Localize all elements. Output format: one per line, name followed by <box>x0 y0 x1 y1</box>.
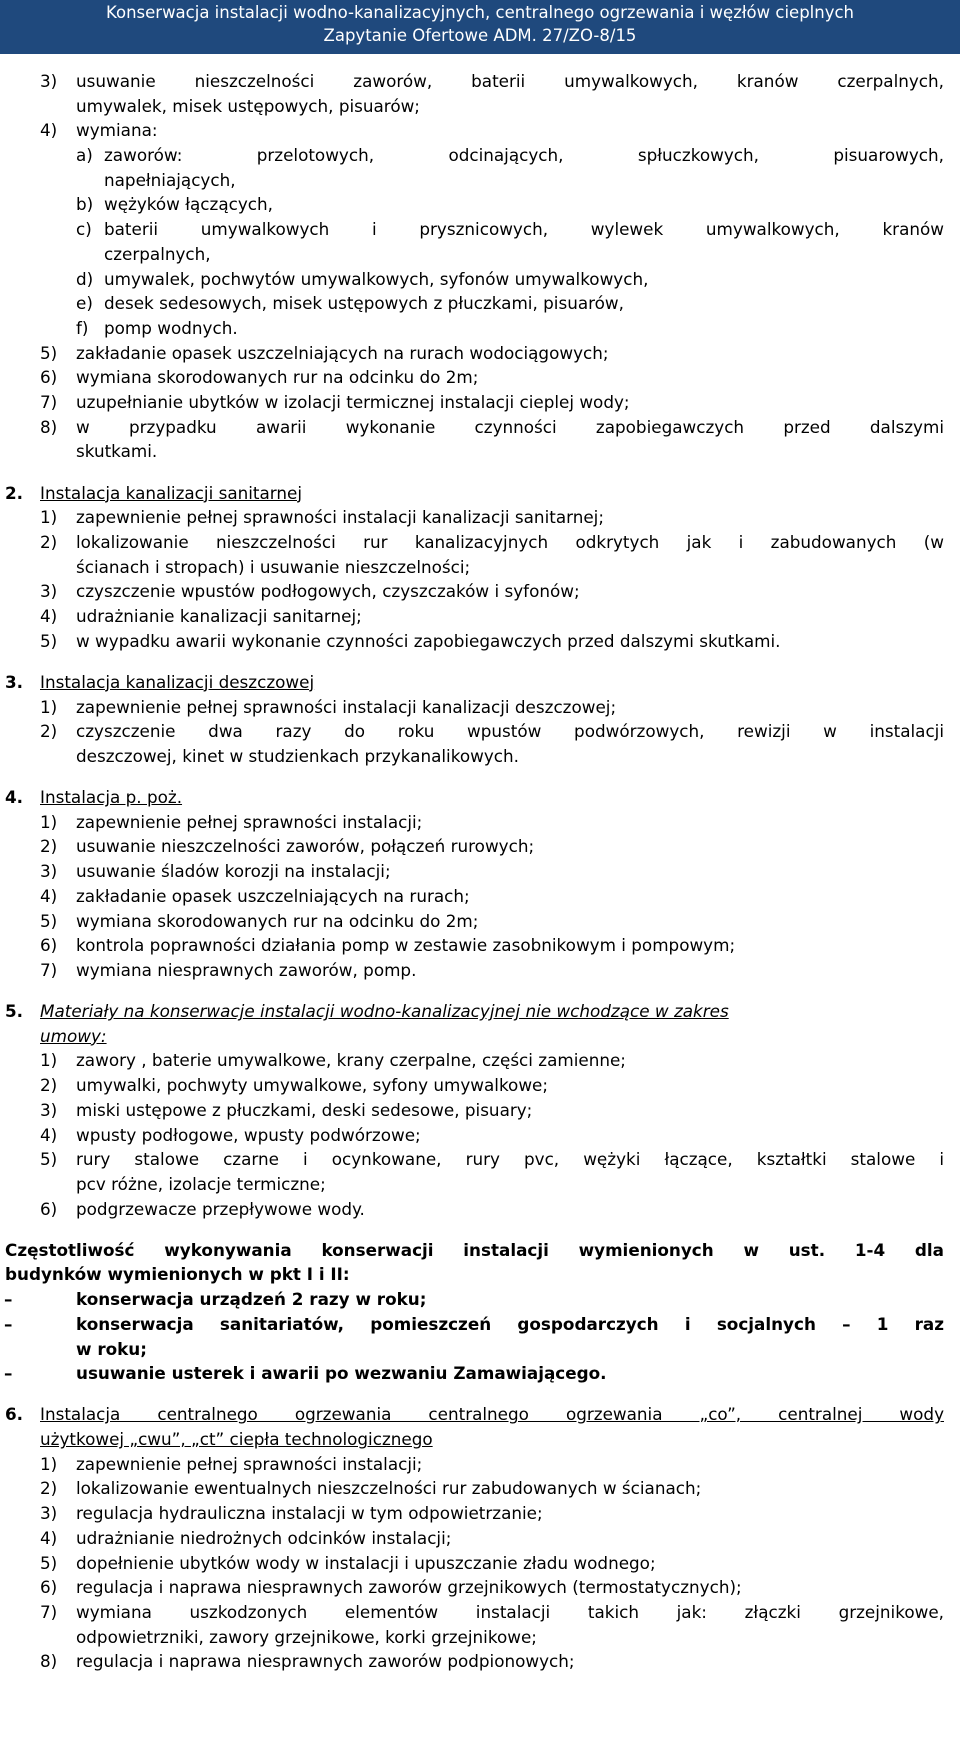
list-item: 7) uzupełnianie ubytków w izolacji termicznej instalacji cieplej wody; <box>40 391 630 412</box>
item-number: 3) <box>40 71 58 91</box>
list-item: 4) udrażnianie kanalizacji sanitarnej; <box>40 605 362 626</box>
list-item: 4) udrażnianie niedrożnych odcinków instalacji; <box>40 1527 452 1548</box>
list-item: 1) zapewnienie pełnej sprawności instalacji kanalizacji deszczowej; <box>40 696 617 717</box>
section-heading: 4. Instalacja p. poż. <box>0 785 960 810</box>
list-item: 2) umywalki, pochwyty umywalkowe, syfony umywalkowe; <box>40 1075 549 1096</box>
list-item: 8) w przypadku awarii wykonanie czynności zapobiegawczych przed dalszymi <box>40 416 944 437</box>
list-item: 6) kontrola poprawności działania pomp w zestawie zasobnikowym i pompowym; <box>40 935 736 956</box>
list-item: 5) zakładanie opasek uszczelniających na rurach wodociągowych; <box>40 342 609 363</box>
header-reference: Zapytanie Ofertowe ADM. 27/ZO-8/15 <box>323 26 637 45</box>
section-heading: 5. Materiały na konserwacje instalacji wodno-kanalizacyjnej nie wchodzące w zakres <box>0 999 960 1024</box>
list-item: 1) zapewnienie pełnej sprawności instalacji kanalizacji sanitarnej; <box>40 507 604 528</box>
list-item: 8) regulacja i naprawa niesprawnych zaworów podpionowych; <box>40 1651 575 1672</box>
sub-list-item: b) wężyków łączących, <box>76 194 273 215</box>
sub-list-item: d) umywalek, pochwytów umywalkowych, syfonów umywalkowych, <box>76 268 649 289</box>
section-title: Instalacja kanalizacji deszczowej <box>40 671 315 692</box>
sub-list-item: c) baterii umywalkowych i prysznicowych, wylewek umywalkowych, kranów <box>76 219 944 240</box>
section-heading: 2. Instalacja kanalizacji sanitarnej <box>0 481 960 506</box>
document-body: 3) usuwanie nieszczelności zaworów, baterii umywalkowych, kranów czerpalnych, umywalek, misek ustępowych, pisuarów; 4) wymiana: a) zaworów: przelotowych, odcinających, spłuczkowych, pisuarowych, napełniających, b) wężyków łączących, c) baterii umywalkowych i prysznicowych, wylewek umywalkowych, kranów czerpalnych, d) umywalek, pochwytów umywalkowych, syfonów umywalkowych, e) desek sedesowych, misek ustępowych z płuczkami, pisuarów, f) pomp wodnych. 5) zakładanie opasek uszczelniających na rurach wodociągowych; 6) wymiana skorodowanych rur na odcinku do 2m; 7) uzupełnianie ubytków w izolacji termicznej instalacji cieplej wody; 8) w przypadku awarii wykonanie czynności zapobiegawczych przed dalszymi skutkami. 2. Instalacja kanalizacji sanitarnej 1) zapewnienie pełnej sprawności instalacji kanalizacji sanitarnej; 2) lokalizowanie nieszczelności rur kanalizacyjnych odkrytych jak i zabudowanych (w ścianach i stropach) i usuwanie nieszczelności; 3) czyszczenie wpustów podłogowych, czyszczaków i syfonów; 4) udrażnianie kanalizacji sanitarnej; 5) w wypadku awarii wykonanie czynności zapobiegawczych przed dalszymi skutkami. 3. Instalacja kanalizacji deszczowej 1) zapewnienie pełnej sprawności instalacji kanalizacji deszczowej; 2) czyszczenie dwa razy do roku wpustów podwórzowych, rewizji w instalacji deszczowej, kinet w studzienkach przykanalikowych. 4. Instalacja p. poż. 1) zapewnienie pełnej sprawności instalacji; 2) usuwanie nieszczelności zaworów, połączeń rurowych; 3) usuwanie śladów korozji na instalacji; 4) zakładanie opasek uszczelniających na rurach; 5) wymiana skorodowanych rur na odcinku do 2m; 6) kontrola poprawności działania pomp w zestawie zasobnikowym i pompowym; 7) wymiana niesprawnych zaworów, pomp. 5. Materiały na konserwacje instalacji wodno-kanalizacyjnej nie wchodzące w zakres umowy: 1) zawory , baterie umywalkowe, krany czerpalne, części zamienne; 2) umywalki, pochwyty umywalkowe, syfony umywalkowe; 3) miski ustępowe z płuczkami, deski sedesowe, pisuary; 4) wpusty podłogowe, wpusty podwórzowe; 5) rury stalowe czarne i ocynkowane, rury pvc, wężyki łączące, kształtki stalowe i pcv różne, izolacje termiczne; 6) podgrzewacze przepływowe wody. Częstotliwość wykonywania konserwacji instalacji wymienionych w ust. 1-4 dla budynków wymienionych w pkt I i II: – konserwacja urządzeń 2 razy w roku; – konserwacja sanitariatów, pomieszczeń gospodarczych i socjalnych – 1 raz w roku; – usuwanie usterek i awarii po wezwaniu Zamawiającego. 6. Instalacja centralnego ogrzewania centralnego ogrzewania „co”, centralnej wody użytkowej „cwu”, „ct” ciepła technologicznego 1) zapewnienie pełnej sprawności instalacji; 2) lokalizowanie ewentualnych nieszczelności rur zabudowanych w ścianach; 3) regulacja hydrauliczna instalacji w tym odpowietrzanie; 4) udrażnianie niedrożnych odcinków instalacji; 5) dopełnienie ubytków wody w instalacji i upuszczanie zładu wodnego; 6) regulacja i naprawa niesprawnych zaworów grzejnikowych (termostatycznych); 7) wymiana uszkodzonych elementów instalacji takich jak: złączki grzejnikowe, odpowietrzniki, zawory grzejnikowe, korki grzejnikowe; 8) regulacja i naprawa niesprawnych zaworów podpionowych; <box>0 69 960 1674</box>
list-item: 4) wpusty podłogowe, wpusty podwórzowe; <box>40 1124 421 1145</box>
list-item: 3) miski ustępowe z płuczkami, deski sedesowe, pisuary; <box>40 1099 533 1120</box>
list-item: 2) lokalizowanie nieszczelności rur kanalizacyjnych odkrytych jak i zabudowanych (w <box>40 531 944 552</box>
list-item: 1) zawory , baterie umywalkowe, krany czerpalne, części zamienne; <box>40 1050 626 1071</box>
section-heading: 6. Instalacja centralnego ogrzewania centralnego ogrzewania „co”, centralnej wody <box>0 1402 960 1427</box>
dash-bullet: – <box>4 1363 13 1384</box>
list-item: 3) regulacja hydrauliczna instalacji w tym odpowietrzanie; <box>40 1503 543 1524</box>
section-title: Instalacja centralnego ogrzewania centralnego ogrzewania „co”, centralnej wody <box>40 1404 944 1425</box>
section-title: Instalacja kanalizacji sanitarnej <box>40 482 302 503</box>
list-item: 5) w wypadku awarii wykonanie czynności zapobiegawczych przed dalszymi skutkami. <box>40 630 781 651</box>
bullet-item: – usuwanie usterek i awarii po wezwaniu Zamawiającego. <box>0 1361 960 1386</box>
section-title: Instalacja p. poż. <box>40 787 183 808</box>
list-item: 3) usuwanie nieszczelności zaworów, baterii umywalkowych, kranów czerpalnych, <box>0 69 960 94</box>
dash-bullet: – <box>4 1289 13 1310</box>
section-heading: 3. Instalacja kanalizacji deszczowej <box>0 670 960 695</box>
list-item: 6) podgrzewacze przepływowe wody. <box>40 1198 365 1219</box>
list-item: 4) wymiana: <box>40 120 158 141</box>
sub-list-item: f) pomp wodnych. <box>76 317 238 338</box>
list-item: 4) zakładanie opasek uszczelniających na rurach; <box>40 885 470 906</box>
list-item: 7) wymiana niesprawnych zaworów, pomp. <box>40 959 417 980</box>
bullet-item: – konserwacja urządzeń 2 razy w roku; <box>0 1287 960 1312</box>
list-item: 3) czyszczenie wpustów podłogowych, czyszczaków i syfonów; <box>40 581 580 602</box>
bullet-item: – konserwacja sanitariatów, pomieszczeń gospodarczych i socjalnych – 1 raz <box>0 1312 960 1337</box>
list-item: 1) zapewnienie pełnej sprawności instalacji; <box>40 811 423 832</box>
list-item: 6) wymiana skorodowanych rur na odcinku do 2m; <box>40 367 479 388</box>
list-item: 5) wymiana skorodowanych rur na odcinku do 2m; <box>40 910 479 931</box>
list-item: 7) wymiana uszkodzonych elementów instalacji takich jak: złączki grzejnikowe, <box>40 1601 944 1622</box>
sub-list-item: e) desek sedesowych, misek ustępowych z płuczkami, pisuarów, <box>76 293 624 314</box>
list-item: 5) rury stalowe czarne i ocynkowane, rury pvc, wężyki łączące, kształtki stalowe i <box>40 1149 944 1170</box>
sub-list-item: a) zaworów: przelotowych, odcinających, spłuczkowych, pisuarowych, <box>76 145 944 166</box>
list-item: 5) dopełnienie ubytków wody w instalacji i upuszczanie zładu wodnego; <box>40 1552 656 1573</box>
list-item: 1) zapewnienie pełnej sprawności instalacji; <box>40 1453 423 1474</box>
list-item: 2) usuwanie nieszczelności zaworów, połączeń rurowych; <box>40 836 535 857</box>
dash-bullet: – <box>4 1313 13 1334</box>
list-item: 2) lokalizowanie ewentualnych nieszczelności rur zabudowanych w ścianach; <box>40 1478 702 1499</box>
list-item: 6) regulacja i naprawa niesprawnych zaworów grzejnikowych (termostatycznych); <box>40 1577 742 1598</box>
page-header <box>0 0 960 54</box>
frequency-heading: Częstotliwość wykonywania konserwacji instalacji wymienionych w ust. 1-4 dla <box>5 1239 944 1260</box>
list-item: 3) usuwanie śladów korozji na instalacji; <box>40 861 391 882</box>
list-item: 2) czyszczenie dwa razy do roku wpustów podwórzowych, rewizji w instalacji <box>40 721 944 742</box>
header-title: Konserwacja instalacji wodno-kanalizacyjnych, centralnego ogrzewania i węzłów cieplnych <box>105 3 855 22</box>
section-title: Materiały na konserwacje instalacji wodno-kanalizacyjnej nie wchodzące w zakres <box>40 1001 729 1022</box>
